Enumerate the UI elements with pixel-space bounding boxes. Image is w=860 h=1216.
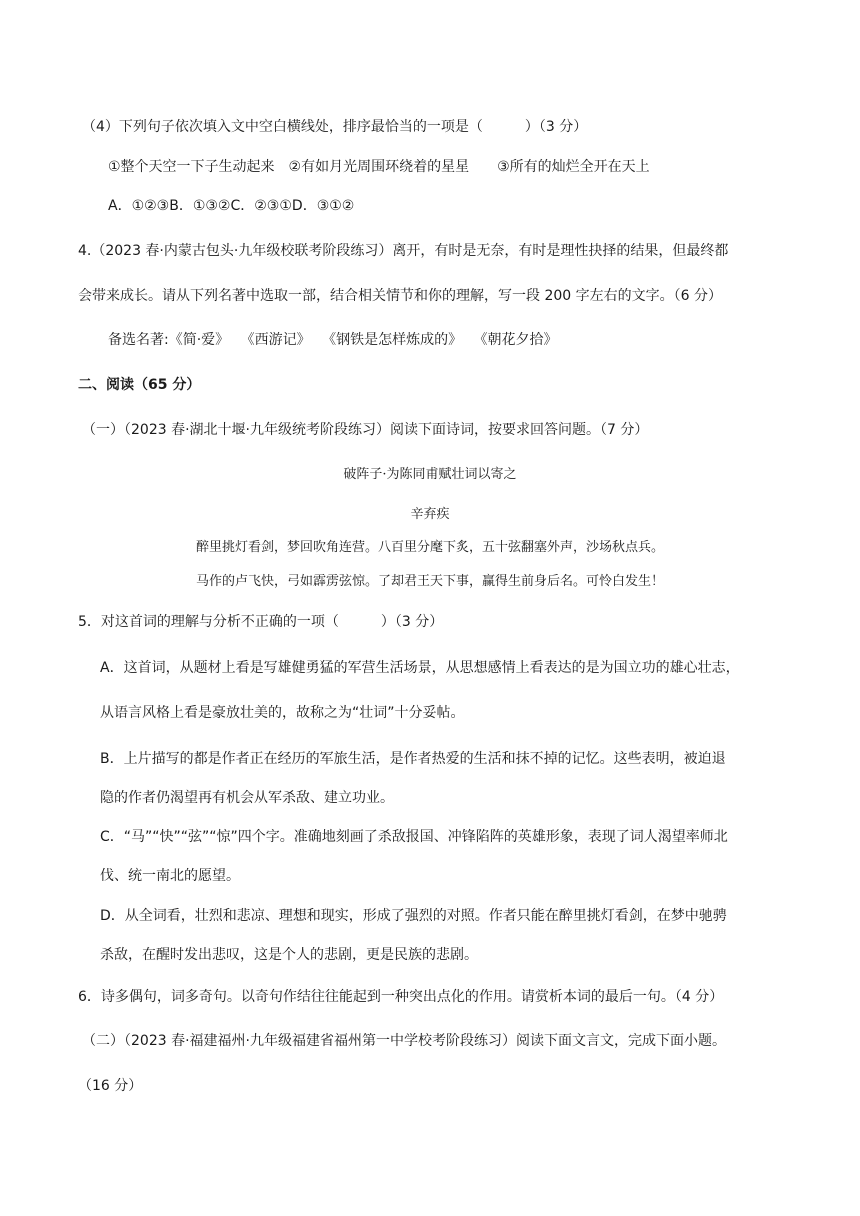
section-reading-title: 二、阅读（65 分） <box>78 377 201 393</box>
poem-author: 辛弃疾 <box>410 507 450 522</box>
part-2-score: （16 分） <box>78 1078 143 1094</box>
question-5-option-a-line-1: A．这首词，从题材上看是写雄健勇猛的军营生活场景，从思想感情上看表达的是为国立功的雄心壮志， <box>100 660 740 676</box>
part-1-intro: （一）（2023 春·湖北十堰·九年级统考阶段练习）阅读下面诗词，按要求回答问题。（7 分） <box>82 422 649 438</box>
question-5-stem: 5．对这首词的理解与分析不正确的一项（ ）（3 分） <box>78 614 444 630</box>
question-5-option-c-line-2: 伐、统一南北的愿望。 <box>100 868 240 884</box>
question-5-option-a-line-2: 从语言风格上看是豪放壮美的，故称之为“壮词”十分妥帖。 <box>100 705 465 721</box>
question-5-option-d-line-2: 杀敌，在醒时发出悲叹，这是个人的悲剧，更是民族的悲剧。 <box>100 947 478 963</box>
question-4-line-2: 会带来成长。请从下列名著中选取一部，结合相关情节和你的理解，写一段 200 字左右的文字。（6 分） <box>78 288 722 304</box>
question-3-4-options: A．①②③B．①③②C．②③①D．③①② <box>108 198 355 214</box>
question-3-4-stem: （4）下列句子依次填入文中空白横线处，排序最恰当的一项是（ ）（3 分） <box>82 119 588 135</box>
question-5-option-b-line-2: 隐的作者仍渴望再有机会从军杀敌、建立功业。 <box>100 790 394 806</box>
question-4-books: 备选名著:《简·爱》 《西游记》 《钢铁是怎样炼成的》 《朝花夕拾》 <box>108 332 558 348</box>
question-5-option-b-line-1: B．上片描写的都是作者正在经历的军旅生活，是作者热爱的生活和抹不掉的记忆。这些表明，被迫退 <box>100 751 726 767</box>
question-5-option-c-line-1: C．“马”“快”“弦”“惊”四个字。准确地刻画了杀敌报国、冲锋陷阵的英雄形象，表现了词人渴望率师北 <box>100 829 728 845</box>
question-4-line-1: 4.（2023 春·内蒙古包头·九年级校联考阶段练习）离开，有时是无奈，有时是理性抉择的结果，但最终都 <box>78 243 729 259</box>
part-2-intro: （二）（2023 春·福建福州·九年级福建省福州第一中学校考阶段练习）阅读下面文言文，完成下面小题。 <box>82 1033 726 1049</box>
question-5-option-d-line-1: D．从全词看，壮烈和悲凉、理想和现实，形成了强烈的对照。作者只能在醉里挑灯看剑，在梦中驰骋 <box>100 908 727 924</box>
poem-line-2: 马作的卢飞快，弓如霹雳弦惊。了却君王天下事，赢得生前身后名。可怜白发生！ <box>195 574 664 589</box>
question-3-4-sentences: ①整个天空一下子生动起来 ②有如月光周围环绕着的星星 ③所有的灿烂全开在天上 <box>108 159 650 175</box>
question-6-stem: 6．诗多偶句，词多奇句。以奇句作结往往能起到一种突出点化的作用。请赏析本词的最后一句。（4 分） <box>78 989 724 1005</box>
poem-title: 破阵子·为陈同甫赋壮词以寄之 <box>343 467 517 482</box>
poem-line-1: 醉里挑灯看剑，梦回吹角连营。八百里分麾下炙，五十弦翻塞外声，沙场秋点兵。 <box>195 540 664 555</box>
